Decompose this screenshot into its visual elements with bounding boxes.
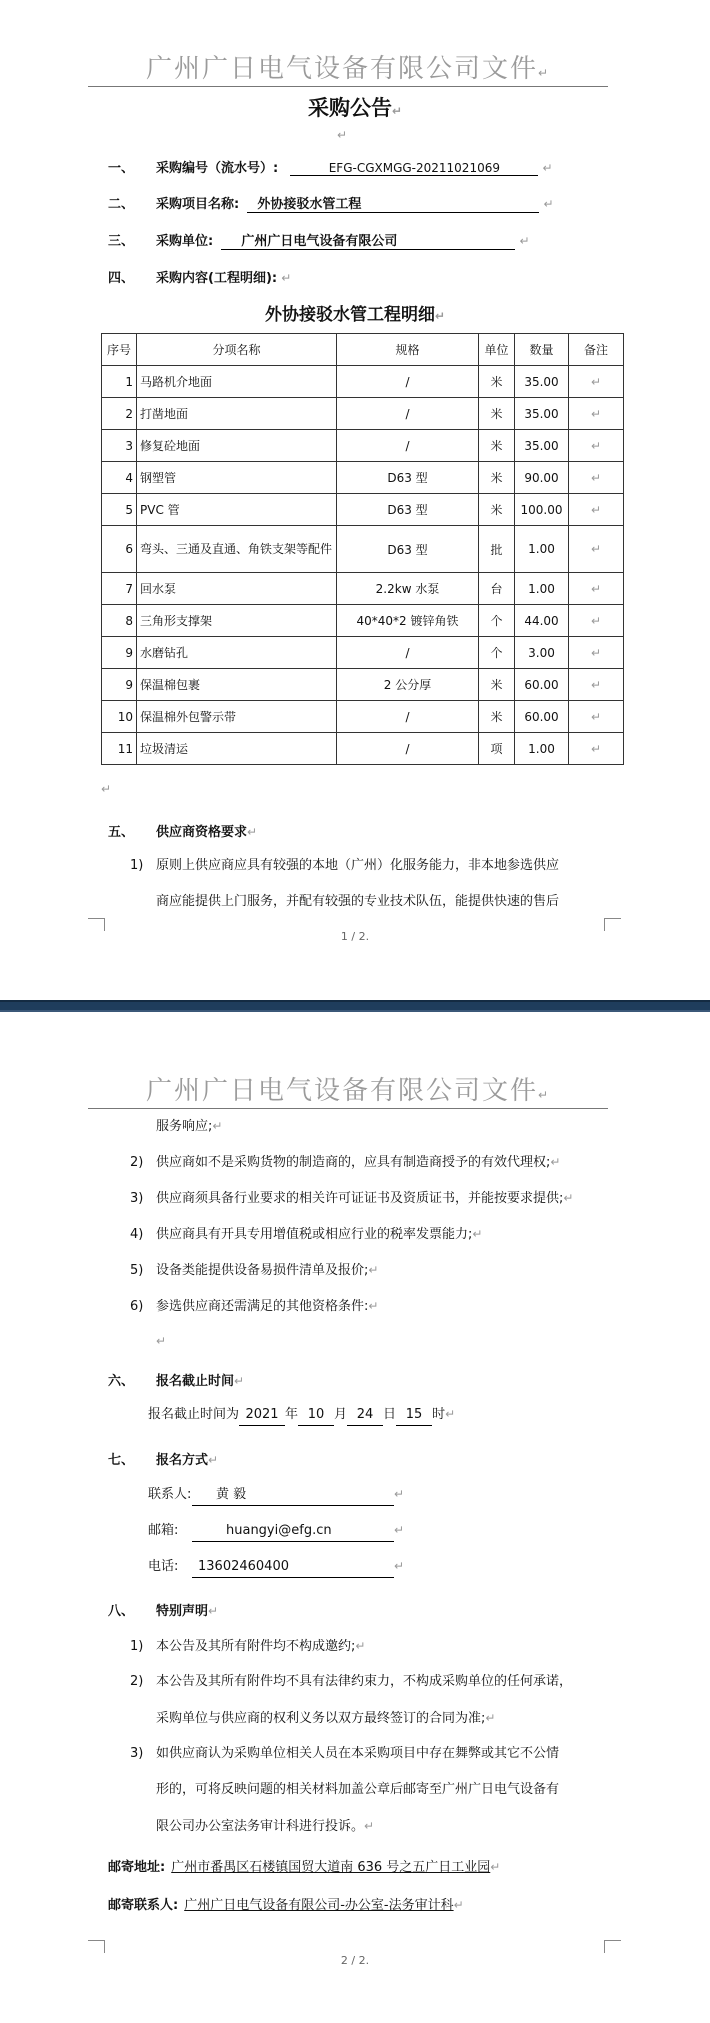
cell-index: 9 [102, 637, 137, 669]
cell-unit: 米 [479, 494, 515, 526]
qualification-item-3: 3) 供应商须具备行业要求的相关许可证证书及资质证书，并能按要求提供;↵ [130, 1191, 574, 1206]
cell-name: 三角形支撑架 [137, 605, 337, 637]
table-row [102, 701, 624, 733]
cell-name: 水磨钻孔 [137, 637, 337, 669]
cell-name: 修复砼地面 [137, 430, 337, 462]
header-rule [88, 86, 608, 87]
cell-unit: 台 [479, 573, 515, 605]
cell-spec: / [337, 366, 479, 398]
cell-quantity: 3.00 [515, 637, 569, 669]
mailing-address-value: 广州市番禺区石楼镇国贸大道南 636 号之五广日工业园 [171, 1860, 491, 1875]
table-row [102, 526, 624, 573]
procurement-number-value: EFG-CGXMGG-20211021069 [290, 161, 538, 176]
paragraph-mark: ↵ [156, 1334, 167, 1348]
col-header-unit: 单位 [479, 334, 515, 366]
cell-quantity: 90.00 [515, 462, 569, 494]
section-project-name: 二、 采购项目名称: 外协接驳水管工程 ↵ [108, 193, 554, 213]
cell-quantity: 1.00 [515, 526, 569, 573]
cell-index: 11 [102, 733, 137, 765]
cell-note: ↵ [569, 573, 624, 605]
phone-line: 电话: 13602460400 ↵ [148, 1556, 404, 1578]
qualification-item-1-end: 服务响应;↵ [156, 1119, 223, 1134]
cell-index: 10 [102, 701, 137, 733]
contact-name: 黄 毅 [192, 1485, 394, 1506]
cell-quantity: 35.00 [515, 366, 569, 398]
statement-item-2: 2) 本公告及其所有附件均不具有法律约束力，不构成采购单位的任何承诺， [130, 1674, 573, 1689]
statement-item-1: 1) 本公告及其所有附件均不构成邀约;↵ [130, 1639, 366, 1654]
cell-quantity: 1.00 [515, 733, 569, 765]
col-header-name: 分项名称 [137, 334, 337, 366]
qualification-item-6: 6) 参选供应商还需满足的其他资格条件:↵ [130, 1299, 379, 1314]
cell-note: ↵ [569, 701, 624, 733]
page-number-1: 1 / 2. [340, 930, 370, 943]
header-rule [88, 1108, 608, 1109]
cell-quantity: 35.00 [515, 398, 569, 430]
table-row [102, 462, 624, 494]
cell-note: ↵ [569, 526, 624, 573]
qualification-item-4: 4) 供应商具有开具专用增值税或相应行业的税率发票能力;↵ [130, 1227, 483, 1242]
cell-note: ↵ [569, 430, 624, 462]
purchasing-unit-value: 广州广日电气设备有限公司 [221, 230, 515, 250]
section-purchasing-unit: 三、 采购单位: 广州广日电气设备有限公司 ↵ [108, 230, 530, 250]
crop-mark [604, 1940, 621, 1953]
col-header-quantity: 数量 [515, 334, 569, 366]
cell-index: 9 [102, 669, 137, 701]
statement-item-3-cont: 形的，可将反映问题的相关材料加盖公章后邮寄至广州广日电气设备有 [156, 1782, 560, 1797]
cell-note: ↵ [569, 366, 624, 398]
deadline-year: 2021 [239, 1405, 285, 1426]
cell-name: 马路机介地面 [137, 366, 337, 398]
qualification-item-2: 2) 供应商如不是采购货物的制造商的，应具有制造商授予的有效代理权;↵ [130, 1155, 561, 1170]
section-deadline: 六、 报名截止时间↵ [108, 1374, 245, 1389]
crop-mark [88, 1940, 105, 1953]
cell-spec: D63 型 [337, 462, 479, 494]
cell-quantity: 44.00 [515, 605, 569, 637]
cell-spec: / [337, 430, 479, 462]
statement-item-3: 3) 如供应商认为采购单位相关人员在本采购项目中存在舞弊或其它不公情 [130, 1746, 560, 1761]
contact-email: huangyi@efg.cn [192, 1521, 394, 1542]
col-header-note: 备注 [569, 334, 624, 366]
cell-note: ↵ [569, 494, 624, 526]
section-registration: 七、 报名方式↵ [108, 1453, 219, 1468]
deadline-text: 报名截止时间为 2021 年 10 月 24 日 15 时↵ [148, 1404, 455, 1426]
document-title: 采购公告↵ [307, 96, 403, 120]
cell-unit: 米 [479, 366, 515, 398]
cell-spec: / [337, 637, 479, 669]
table-header-row [102, 334, 624, 366]
cell-spec: / [337, 733, 479, 765]
cell-quantity: 100.00 [515, 494, 569, 526]
statement-item-3-end: 限公司办公室法务审计科进行投诉。↵ [156, 1819, 375, 1834]
table-row [102, 494, 624, 526]
cell-spec: / [337, 701, 479, 733]
deadline-month: 10 [298, 1405, 334, 1426]
cell-unit: 批 [479, 526, 515, 573]
cell-quantity: 60.00 [515, 701, 569, 733]
cell-index: 4 [102, 462, 137, 494]
table-row [102, 573, 624, 605]
cell-quantity: 60.00 [515, 669, 569, 701]
cell-name: 弯头、三通及直通、角铁支架等配件 [137, 526, 337, 573]
cell-note: ↵ [569, 637, 624, 669]
email-line: 邮箱: huangyi@efg.cn ↵ [148, 1520, 404, 1542]
cell-note: ↵ [569, 605, 624, 637]
table-row [102, 430, 624, 462]
company-header: 广州广日电气设备有限公司文件↵ [145, 1076, 551, 1106]
table-row [102, 637, 624, 669]
cell-note: ↵ [569, 669, 624, 701]
qualification-item-1: 1) 原则上供应商应具有较强的本地（广州）化服务能力，非本地参选供应 [130, 858, 560, 873]
cell-name: 打凿地面 [137, 398, 337, 430]
cell-spec: D63 型 [337, 494, 479, 526]
cell-index: 2 [102, 398, 137, 430]
cell-spec: / [337, 398, 479, 430]
cell-quantity: 1.00 [515, 573, 569, 605]
cell-name: 回水泵 [137, 573, 337, 605]
cell-index: 8 [102, 605, 137, 637]
mailing-contact: 邮寄联系人: 广州广日电气设备有限公司-办公室-法务审计科↵ [108, 1898, 464, 1913]
paragraph-mark: ↵ [101, 782, 112, 796]
cell-note: ↵ [569, 398, 624, 430]
cell-unit: 米 [479, 398, 515, 430]
deadline-day: 24 [347, 1405, 383, 1426]
section-procurement-content: 四、 采购内容(工程明细): ↵ [108, 271, 292, 286]
cell-unit: 米 [479, 701, 515, 733]
cell-note: ↵ [569, 733, 624, 765]
statement-item-2-cont: 采购单位与供应商的权利义务以双方最终签订的合同为准;↵ [156, 1711, 496, 1726]
col-header-index: 序号 [102, 334, 137, 366]
project-name-value: 外协接驳水管工程 [247, 193, 539, 213]
qualification-item-5: 5) 设备类能提供设备易损件清单及报价;↵ [130, 1263, 379, 1278]
cell-unit: 个 [479, 605, 515, 637]
cell-index: 5 [102, 494, 137, 526]
cell-spec: 2.2kw 水泵 [337, 573, 479, 605]
col-header-spec: 规格 [337, 334, 479, 366]
cell-unit: 个 [479, 637, 515, 669]
cell-unit: 米 [479, 669, 515, 701]
paragraph-mark: ↵ [337, 128, 348, 142]
document-page-1 [0, 0, 710, 1000]
section-supplier-qualifications: 五、 供应商资格要求↵ [108, 825, 258, 840]
cell-name: 保温棉包裹 [137, 669, 337, 701]
mailing-contact-value: 广州广日电气设备有限公司-办公室-法务审计科 [184, 1898, 454, 1913]
cell-spec: 2 公分厚 [337, 669, 479, 701]
cell-index: 6 [102, 526, 137, 573]
cell-unit: 项 [479, 733, 515, 765]
cell-name: 钢塑管 [137, 462, 337, 494]
page-separator [0, 1000, 710, 1012]
cell-quantity: 35.00 [515, 430, 569, 462]
document-page-2 [0, 1012, 710, 2023]
cell-index: 7 [102, 573, 137, 605]
section-special-statement: 八、 特别声明↵ [108, 1604, 219, 1619]
cell-index: 3 [102, 430, 137, 462]
mailing-address: 邮寄地址: 广州市番禺区石楼镇国贸大道南 636 号之五广日工业园↵ [108, 1860, 501, 1875]
contact-phone: 13602460400 [192, 1557, 394, 1578]
cell-unit: 米 [479, 462, 515, 494]
table-title: 外协接驳水管工程明细↵ [264, 305, 446, 325]
table-row [102, 669, 624, 701]
qualification-item-1-cont: 商应能提供上门服务，并配有较强的专业技术队伍，能提供快速的售后 [156, 894, 560, 909]
cell-note: ↵ [569, 462, 624, 494]
cell-name: 垃圾清运 [137, 733, 337, 765]
section-procurement-number: 一、 采购编号（流水号）: EFG-CGXMGG-20211021069 ↵ [108, 161, 553, 176]
company-header: 广州广日电气设备有限公司文件↵ [145, 54, 551, 84]
deadline-hour: 15 [396, 1405, 432, 1426]
table-row [102, 605, 624, 637]
cell-spec: D63 型 [337, 526, 479, 573]
cell-index: 1 [102, 366, 137, 398]
table-row [102, 733, 624, 765]
contact-line: 联系人: 黄 毅 ↵ [148, 1484, 404, 1506]
page-number-2: 2 / 2. [340, 1954, 370, 1967]
project-detail-table [101, 333, 624, 765]
cell-spec: 40*40*2 镀锌角铁 [337, 605, 479, 637]
table-row [102, 398, 624, 430]
table-row [102, 366, 624, 398]
cell-unit: 米 [479, 430, 515, 462]
cell-name: 保温棉外包警示带 [137, 701, 337, 733]
cell-name: PVC 管 [137, 494, 337, 526]
